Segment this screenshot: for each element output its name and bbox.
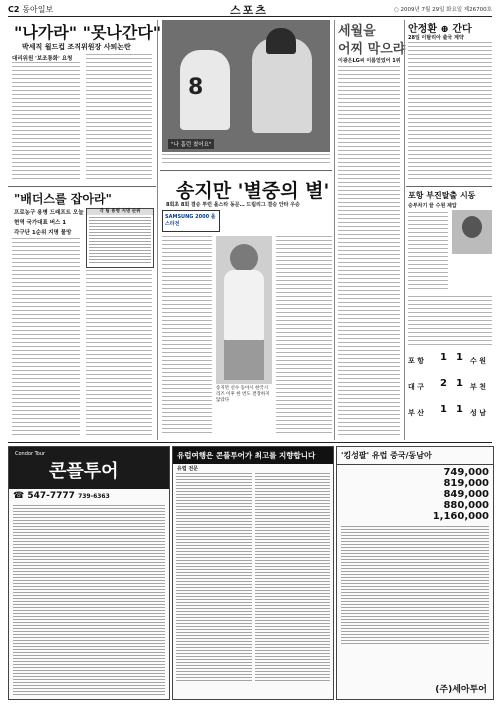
ad-middle <box>172 446 334 700</box>
col-divider-2 <box>334 20 335 440</box>
draft-table-rows <box>89 217 151 263</box>
left-bottom-sub2: 각구단 1순위 지명 물망 <box>14 230 72 236</box>
col-divider-3 <box>404 20 405 440</box>
column-text <box>338 66 400 438</box>
right-side-text-2 <box>408 296 492 346</box>
left-bottom-headline: "배더스를 잡아라" <box>14 192 112 206</box>
ad-right-banner: '킹성팔' 유럽 중국/동남아 <box>337 447 493 465</box>
ad-divider <box>8 442 492 443</box>
baseball-photo: 8 "나 홈런 쳤어요" <box>162 20 330 152</box>
price-row: 849,000 <box>443 489 489 500</box>
price-row: 819,000 <box>443 478 489 489</box>
ad-left-brand: 콘플투어 <box>49 461 119 482</box>
ad-middle-col2 <box>255 473 331 683</box>
main-photo-caption: 송지만 선수 동아시 한국시리즈 이후 한 번도 결장하지 않았다 <box>216 386 270 403</box>
photo-caption-text <box>162 154 330 166</box>
date-line: ○ 2009년 7월 29일 화요일 제26700호 <box>393 7 492 13</box>
right-text <box>408 42 492 182</box>
ad-right <box>336 446 494 700</box>
ad-left-phone2: 739-6363 <box>78 493 110 500</box>
col-divider-1 <box>157 20 158 440</box>
avatar <box>462 216 482 238</box>
main-subhead: 8회초 8회 결승 투런 올스타 동문… 드림리그 결승 안타 우승 <box>166 202 300 208</box>
ad-right-brand: (주)세아투어 <box>435 685 487 695</box>
ad-left-phone1: ☎ 547-7777 <box>13 491 75 501</box>
left-bottom-kicker: 프로농구 용병 드래프트 오늘 <box>14 210 84 216</box>
left-article-text-2 <box>86 54 152 182</box>
main-headline: 송지만 '별중의 별' <box>176 180 330 202</box>
left-divider <box>8 186 156 187</box>
main-photo <box>216 236 272 384</box>
left-headline: "나가라" "못나간다" <box>14 23 162 42</box>
main-text-2 <box>276 236 332 436</box>
right-side-sub: 승부차기 끝 수원 제압 <box>408 203 457 209</box>
section-title: 스포츠 <box>230 4 268 17</box>
ad-middle-banner: 유럽여행은 콘플투어가 최고를 지향합니다 <box>173 447 333 464</box>
column-byline: 이광은LG씨 이름얻었어 1위 <box>338 58 401 64</box>
right-side-text <box>408 212 448 292</box>
ad-right-listing <box>341 526 489 646</box>
draft-table <box>86 208 154 268</box>
score-row: 대 구 2 1 부 천 <box>408 378 486 391</box>
score-row: 부 산 1 1 성 남 <box>408 404 486 417</box>
price-row: 880,000 <box>443 500 489 511</box>
price-row: 1,160,000 <box>432 511 489 522</box>
right-sub: 28일 이탈리아 출국 계약 <box>408 35 464 41</box>
left-article-text <box>12 62 80 182</box>
ad-left-listing <box>13 505 165 695</box>
player-body <box>224 270 264 340</box>
main-text-1 <box>162 236 212 436</box>
player-head <box>230 244 258 272</box>
player-legs <box>224 340 264 380</box>
left-lead-label: 대리위원 '보조통화' 요청 <box>12 56 73 62</box>
player-portrait <box>452 210 492 254</box>
ad-middle-col1 <box>176 473 252 683</box>
column-title-1: 세월을 <box>338 24 376 39</box>
ad-left <box>8 446 170 700</box>
score-row: 포 항 1 1 수 원 <box>408 352 486 365</box>
ad-middle-sub: 유럽 전문 <box>177 466 199 472</box>
score-box <box>408 350 492 436</box>
photo-caption: "나 홈런 쳤어요" <box>168 139 214 149</box>
left-subhead: 박세직 월드컵 조직위원장 사퇴논란 <box>22 43 131 51</box>
draft-table-title: 각 팀 용병 지명 순위 <box>87 209 153 215</box>
left-bottom-sub1: 현역 국가대표 버스 1 <box>14 220 67 226</box>
page-number: C2 동아일보 <box>8 5 54 14</box>
right-headline: 안정환 ⊕ 간다 <box>408 24 472 35</box>
helmet-icon <box>266 28 296 54</box>
header-rule <box>8 16 492 17</box>
left-bottom-text <box>12 238 80 438</box>
price-row: 749,000 <box>443 467 489 478</box>
allstar-badge: SAMSUNG 2000 올스타전 <box>162 210 220 232</box>
left-bottom-text-2 <box>86 270 152 438</box>
right-side-headline: 포항 부진탈출 시동 <box>408 190 476 200</box>
ad-left-tag: Condor Tour <box>15 451 46 457</box>
column-title-2: 어찌 막으랴 <box>338 42 406 57</box>
